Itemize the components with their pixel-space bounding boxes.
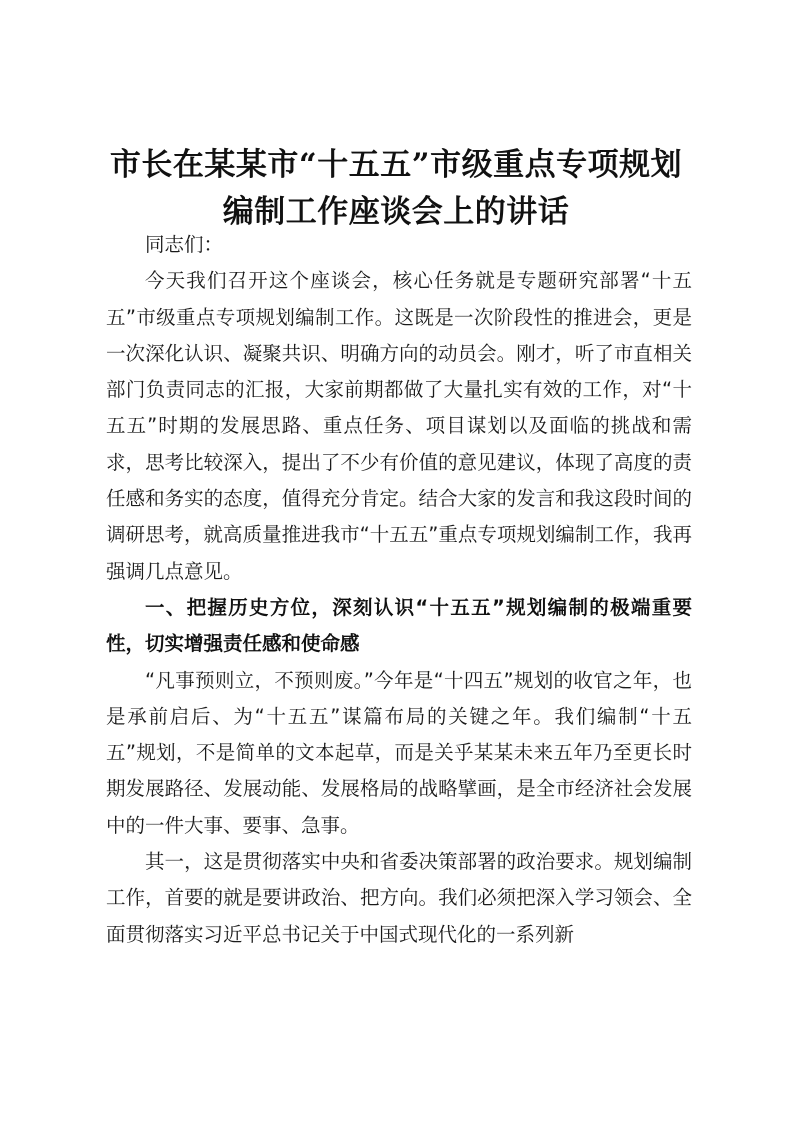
document-body <box>106 227 692 953</box>
paragraph-section1-b: 其一，这是贯彻落实中央和省委决策部署的政治要求。规划编制工作，首要的就是要讲政治、把方向。我们必须把深入学习领会、全面贯彻落实习近平总书记关于中国式现代化的一系列新 <box>106 850 692 946</box>
paragraph-section1-a: “凡事预则立，不预则废。”今年是“十四五”规划的收官之年，也是承前启后、为“十五五”谋篇布局的关键之年。我们编制“十五五”规划，不是简单的文本起草，而是关乎某某未来五年乃至更长时期发展路径、发展动能、发展格局的战略擘画，是全市经济社会发展中的一件大事、要事、急事。 <box>106 668 692 837</box>
paragraph-intro: 今天我们召开这个座谈会，核心任务就是专题研究部署“十五五”市级重点专项规划编制工作。这既是一次阶段性的推进会，更是一次深化认识、凝聚共识、明确方向的动员会。刚才，听了市直相关部门负责同志的汇报，大家前期都做了大量扎实有效的工作，对“十五五”时期的发展思路、重点任务、项目谋划以及面临的挑战和需求，思考比较深入，提出了不少有价值的意见建议，体现了高度的责任感和务实的态度，值得充分肯定。结合大家的发言和我这段时间的调研思考，就高质量推进我市“十五五”重点专项规划编制工作，我再强调几点意见。 <box>106 269 692 583</box>
document-title: 市长在某某市“十五五”市级重点专项规划编制工作座谈会上的讲话 <box>109 147 683 230</box>
section-heading-1: 一、把握历史方位，深刻认识“十五五”规划编制的极端重要性，切实增强责任感和使命感 <box>106 595 692 656</box>
salutation: 同志们： <box>145 233 224 256</box>
